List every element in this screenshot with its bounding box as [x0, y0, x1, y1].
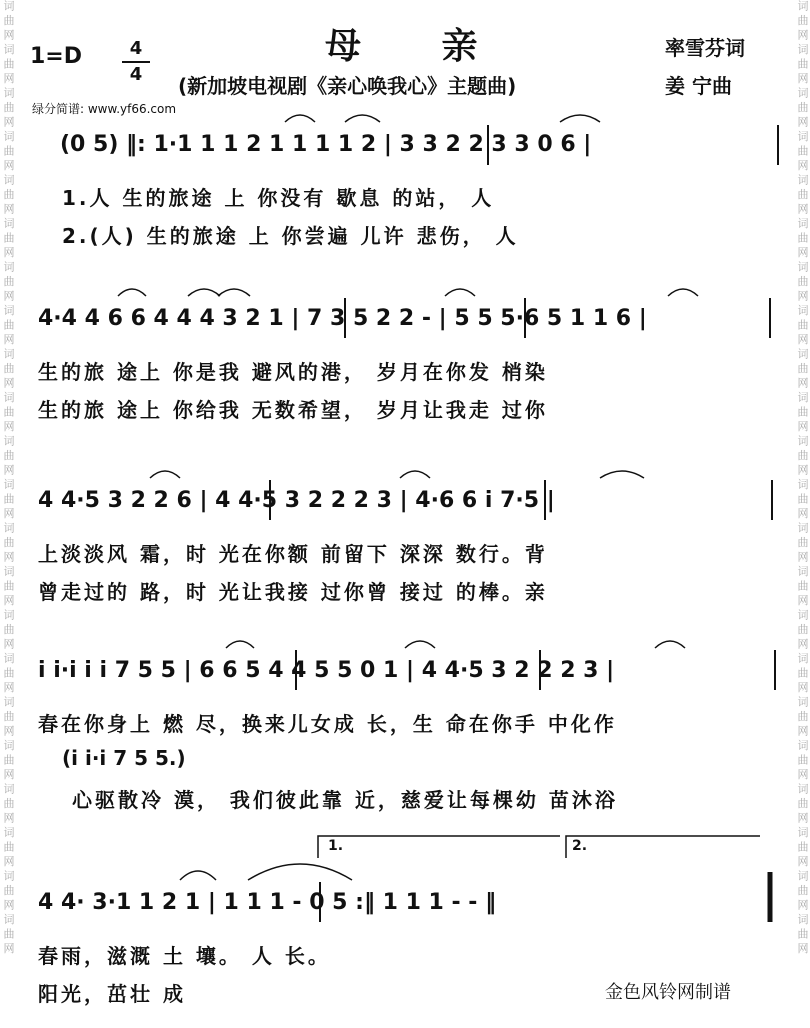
slur	[118, 289, 146, 296]
lyric-row-6-verse-1: 春雨，滋溉 土 壤。 人 长。	[38, 944, 331, 968]
watermark-left: 词 曲 网 词 曲 网 词 曲 网 词 曲 网 词 曲 网 词 曲 网 词 曲 网 词 曲 网 词 曲 网 词 曲 网 词 曲 网 词 曲 网 词 曲 网 词 曲 网 词 曲 网 词 曲 网 词 曲 网 词 曲 网 词 曲 网 词 曲 网 词 曲 网 词 曲 网	[2, 0, 15, 954]
website: 绿分简谱: www.yf66.com	[32, 102, 177, 116]
slur	[655, 641, 685, 648]
notes-row-1: (0 5) ‖: 1·1 1 1 2 1 1 1 1 2 | 3 3 2 2 3 3 0 6 |	[60, 132, 592, 157]
slur	[226, 641, 254, 648]
slur	[600, 471, 644, 478]
slur	[180, 871, 216, 880]
maker-credit: 金色风铃网制谱	[605, 982, 731, 1003]
slur	[345, 115, 380, 122]
notes-row-6: 4 4· 3·1 1 2 1 | 1 1 1 - 0 5 :‖ 1 1 1 - - ‖	[38, 890, 497, 915]
slur	[560, 115, 600, 122]
lyric-row-1-verse-1: 1.人 生的旅途 上 你没有 歇息 的站， 人	[62, 186, 495, 210]
key-signature: 1=D	[30, 44, 83, 69]
slur	[188, 289, 220, 296]
lyric-row-6-verse-2: 阳光，茁壮 成	[38, 982, 186, 1006]
lyric-row-1-verse-2: 2.(人) 生的旅途 上 你尝遍 儿许 悲伤， 人	[62, 224, 519, 248]
slur	[668, 289, 698, 296]
song-title: 母 亲	[325, 25, 512, 67]
composer: 姜 宁曲	[665, 74, 732, 98]
notes-row-2: 4·4 4 6 6 4 4 4 3 2 1 | 7 3 5 2 2 - | 5 5 5·6 5 1 1 6 |	[38, 306, 647, 331]
slur	[218, 289, 250, 296]
slur	[405, 641, 435, 648]
time-top: 4	[129, 38, 143, 59]
volta-bracket-second	[566, 836, 760, 858]
notes-row-4-interlude: (i i·i 7 5 5.)	[62, 746, 186, 770]
lyric-row-2-verse-2: 生的旅 途上 你给我 无数希望， 岁月让我走 过你	[38, 398, 548, 422]
slur	[248, 864, 352, 880]
volta-second: 2.	[572, 838, 588, 854]
slur	[285, 115, 315, 122]
lyric-row-4-verse-1: 春在你身上 燃 尽，换来儿女成 长，生 命在你手 中化作	[38, 712, 617, 736]
slur	[445, 289, 475, 296]
slur	[400, 471, 430, 478]
notes-row-4: i i·i i i 7 5 5 | 6 6 5 4 4 5 5 0 1 | 4 4·5 3 2 2 2 3 |	[38, 658, 615, 683]
lyric-row-3-verse-2: 曾走过的 路，时 光让我接 过你曾 接过 的棒。亲	[38, 580, 548, 604]
watermark-right: 词 曲 网 词 曲 网 词 曲 网 词 曲 网 词 曲 网 词 曲 网 词 曲 网 词 曲 网 词 曲 网 词 曲 网 词 曲 网 词 曲 网 词 曲 网 词 曲 网 词 曲 网 词 曲 网 词 曲 网 词 曲 网 词 曲 网 词 曲 网 词 曲 网 词 曲 网	[796, 0, 809, 954]
lyric-row-5: 心驱散冷 漠， 我们彼此靠 近，慈爱让每棵幼 苗沐浴	[72, 788, 618, 812]
subtitle: (新加坡电视剧《亲心唤我心》主题曲)	[178, 74, 517, 98]
lyricist: 率雪芬词	[665, 36, 745, 60]
lyric-row-3-verse-1: 上淡淡风 霜，时 光在你额 前留下 深深 数行。背	[38, 542, 548, 566]
volta-first: 1.	[328, 838, 344, 854]
volta-bracket-first	[318, 836, 560, 858]
lyric-row-2-verse-1: 生的旅 途上 你是我 避风的港， 岁月在你发 梢染	[38, 360, 548, 384]
time-bottom: 4	[129, 64, 143, 85]
slur	[150, 471, 180, 478]
notes-row-3: 4 4·5 3 2 2 6 | 4 4·5 3 2 2 2 3 | 4·6 6 i 7·5 |	[38, 488, 555, 513]
